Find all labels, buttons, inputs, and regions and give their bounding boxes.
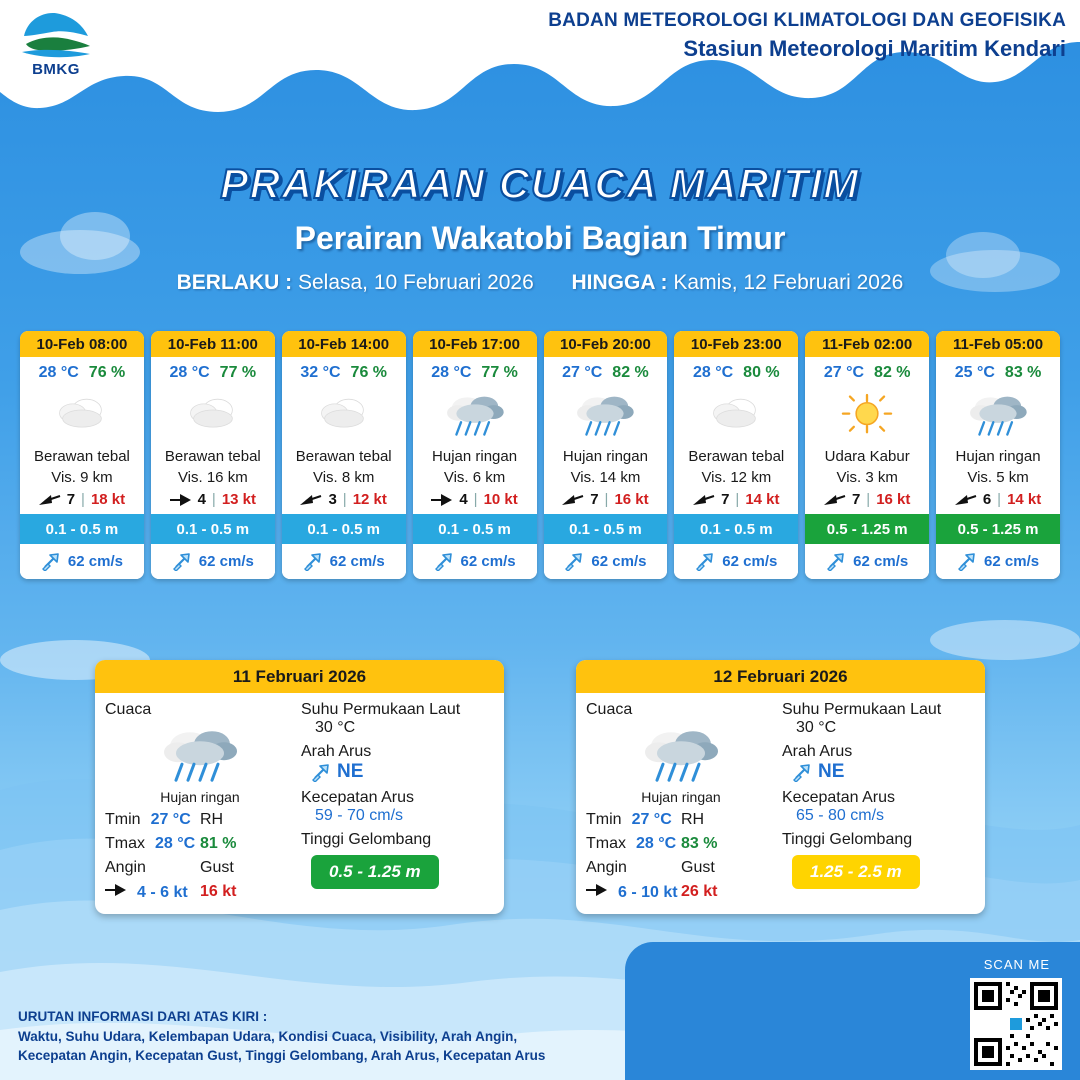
gust-label: Gust: [681, 859, 715, 876]
current-direction-label: Arah Arus: [301, 743, 372, 760]
current-speed-value: 59 - 70 cm/s: [315, 807, 404, 824]
hourly-wind-speed: 18 kt: [90, 491, 126, 508]
arrow-ne-icon: [695, 551, 715, 571]
cloudy-icon: [182, 393, 244, 436]
page-subtitle: Perairan Wakatobi Bagian Timur: [294, 220, 786, 256]
hourly-weather-icon: [20, 384, 144, 446]
hourly-card: [544, 331, 668, 579]
hourly-wind-direction: 7: [851, 491, 861, 508]
hourly-wind-direction: 7: [66, 491, 76, 508]
daily-weather-icon: [105, 721, 295, 789]
arrow-sw-icon: [693, 493, 715, 507]
hourly-wind: [805, 488, 929, 514]
wave-height-value: 0.5 - 1.25 m: [311, 855, 439, 889]
hourly-card: [20, 331, 144, 579]
gust-label: Gust: [200, 859, 234, 876]
hourly-condition: Berawan tebal: [33, 448, 130, 465]
hourly-visibility: Vis. 12 km: [701, 469, 772, 486]
legend-line-3: Kecepatan Angin, Kecepatan Gust, Tinggi Gelombang, Arah Arus, Kecepatan Arus: [18, 1048, 546, 1064]
tmax-label: Tmax: [586, 835, 626, 852]
current-direction-value: NE: [337, 761, 364, 782]
hourly-current-speed: 62 cm/s: [591, 552, 647, 570]
rh-label: RH: [200, 811, 224, 828]
current-direction-value: NE: [818, 761, 845, 782]
hourly-visibility: Vis. 3 km: [836, 469, 898, 486]
hourly-wind-speed: 16 kt: [614, 491, 649, 508]
valid-value: Selasa, 10 Februari 2026: [297, 271, 534, 294]
hourly-current: [936, 544, 1060, 579]
cloudy-icon: [313, 393, 375, 436]
hourly-current-speed: 62 cm/s: [67, 552, 123, 570]
rain-icon: [641, 724, 721, 786]
hourly-wind-direction: 6: [982, 491, 992, 508]
hourly-current: [413, 544, 537, 579]
hourly-wave-height: 0.1 - 0.5 m: [20, 514, 144, 544]
hourly-wind-direction: 4: [197, 491, 206, 508]
hourly-weather-icon: [544, 384, 668, 446]
hourly-weather-icon: [674, 384, 798, 446]
hourly-condition: Berawan tebal: [688, 448, 785, 465]
arrow-ne-icon: [434, 551, 454, 571]
daily-left-column: [105, 701, 295, 902]
hourly-weather-icon: [413, 384, 537, 446]
hourly-temperature: 28 °C: [431, 364, 472, 381]
hourly-humidity: 76 %: [88, 364, 126, 381]
hourly-condition: Hujan ringan: [432, 448, 518, 465]
hourly-wave-height: 0.1 - 0.5 m: [413, 514, 537, 544]
hourly-temperature: 28 °C: [692, 364, 734, 381]
hourly-current-speed: 62 cm/s: [722, 552, 778, 570]
arrow-ne-icon: [957, 551, 977, 571]
hourly-wave-height: 0.5 - 1.25 m: [805, 514, 929, 544]
daily-rh-row: [200, 811, 295, 829]
bmkg-logo-icon: [18, 6, 94, 60]
tmax-label: Tmax: [105, 835, 145, 852]
footer-legend: [18, 1007, 545, 1066]
arrow-sw-icon: [562, 493, 584, 507]
cloud-decoration: [930, 620, 1080, 660]
hourly-temperature: 32 °C: [300, 364, 341, 381]
daily-wind-row: [586, 883, 681, 902]
hourly-temperature: 28 °C: [38, 364, 79, 381]
hourly-temp-rh: [936, 357, 1060, 384]
hourly-time: 11-Feb 02:00: [805, 331, 929, 357]
wave-height-label: Tinggi Gelombang: [301, 831, 432, 848]
wind-separator: |: [735, 491, 740, 508]
hourly-wind-speed: 16 kt: [876, 491, 911, 508]
rain-icon: [574, 391, 636, 439]
hourly-wind-speed: 12 kt: [352, 491, 387, 508]
hourly-temperature: 27 °C: [562, 364, 603, 381]
arrow-ne-icon: [564, 551, 584, 571]
daily-gust-row: [200, 883, 295, 901]
tmax-value: 28 °C: [155, 835, 196, 852]
hourly-time: 10-Feb 14:00: [282, 331, 406, 357]
hourly-wind-direction: 7: [721, 491, 730, 508]
wind-value: 4 - 6 kt: [137, 884, 188, 901]
daily-weather-icon: [586, 721, 776, 789]
rh-value: 81 %: [200, 835, 237, 852]
hourly-time: 10-Feb 23:00: [674, 331, 798, 357]
rain-icon: [967, 391, 1029, 439]
until-label: HINGGA :: [571, 271, 668, 294]
hourly-temperature: 28 °C: [169, 364, 210, 381]
station-name: Stasiun Meteorologi Maritim Kendari: [683, 36, 1066, 61]
tmax-value: 28 °C: [636, 835, 677, 852]
hourly-time: 10-Feb 17:00: [413, 331, 537, 357]
hourly-temp-rh: [20, 357, 144, 384]
qr-code[interactable]: [970, 978, 1062, 1070]
current-speed-label: Kecepatan Arus: [782, 789, 895, 806]
rain-icon: [444, 391, 506, 439]
gust-value: 26 kt: [681, 883, 718, 900]
hourly-humidity: 77 %: [481, 364, 518, 381]
hourly-current: [151, 544, 275, 579]
hourly-wave-height: 0.1 - 0.5 m: [151, 514, 275, 544]
hourly-wind: [674, 488, 798, 514]
hourly-time: 10-Feb 20:00: [544, 331, 668, 357]
hourly-condition: Hujan ringan: [955, 448, 1041, 465]
gust-value: 16 kt: [200, 883, 237, 900]
daily-rh-row: [681, 811, 776, 829]
hourly-wind: [151, 488, 275, 514]
hourly-card: [413, 331, 537, 579]
hourly-wind-speed: 13 kt: [221, 491, 257, 508]
header-text-block: [548, 10, 1066, 62]
wind-separator: |: [604, 491, 609, 508]
hourly-weather-icon: [936, 384, 1060, 446]
hourly-card: [151, 331, 275, 579]
current-speed-label: Kecepatan Arus: [301, 789, 414, 806]
page-title: PRAKIRAAN CUACA MARITIM: [220, 160, 860, 207]
arrow-ne-icon: [792, 762, 812, 782]
daily-condition: Hujan ringan: [160, 789, 240, 805]
hourly-card: [936, 331, 1060, 579]
daily-forecast-row: [95, 660, 985, 914]
until-value: Kamis, 12 Februari 2026: [673, 271, 904, 294]
hourly-condition: Berawan tebal: [164, 448, 261, 465]
arrow-ne-icon: [311, 762, 331, 782]
haze-sun-icon: [836, 391, 898, 439]
sst-label: Suhu Permukaan Laut: [782, 701, 942, 718]
hourly-temp-rh: [151, 357, 275, 384]
daily-rh-value-row: [681, 835, 776, 853]
daily-tmax-row: [586, 835, 681, 853]
arrow-ne-icon: [303, 551, 323, 571]
sst-value: 30 °C: [315, 719, 356, 736]
sst-value: 30 °C: [796, 719, 837, 736]
rain-icon: [160, 724, 240, 786]
hourly-wind-speed: 14 kt: [1007, 491, 1042, 508]
hourly-wave-height: 0.1 - 0.5 m: [674, 514, 798, 544]
hourly-condition: Berawan tebal: [295, 448, 392, 465]
daily-tmin-row: [586, 811, 681, 829]
hourly-card: [805, 331, 929, 579]
current-speed-value: 65 - 80 cm/s: [796, 807, 885, 824]
sst-label: Suhu Permukaan Laut: [301, 701, 461, 718]
agency-name: BADAN METEOROLOGI KLIMATOLOGI DAN GEOFISIKA: [548, 10, 1066, 31]
daily-right-column: [776, 701, 975, 902]
validity-row: [0, 271, 1080, 295]
hourly-current-speed: 62 cm/s: [329, 552, 385, 570]
hourly-current: [674, 544, 798, 579]
hourly-wave-height: 0.5 - 1.25 m: [936, 514, 1060, 544]
qr-code-image: [974, 982, 1058, 1066]
hourly-temp-rh: [413, 357, 537, 384]
arrow-sw-icon: [955, 493, 977, 507]
daily-panel: [576, 660, 985, 914]
arrow-ne-icon: [41, 551, 61, 571]
hourly-card: [674, 331, 798, 579]
hourly-visibility: Vis. 5 km: [967, 469, 1029, 486]
hourly-wind: [282, 488, 406, 514]
hourly-current: [282, 544, 406, 579]
hourly-temperature: 27 °C: [823, 364, 865, 381]
hourly-wind-speed: 14 kt: [745, 491, 780, 508]
arrow-e-icon: [586, 883, 608, 897]
title-block: [0, 160, 1080, 295]
wind-separator: |: [866, 491, 871, 508]
wind-separator: |: [342, 491, 347, 508]
hourly-current: [544, 544, 668, 579]
wind-separator: |: [997, 491, 1002, 508]
daily-tmax-row: [105, 835, 200, 853]
hourly-wave-height: 0.1 - 0.5 m: [544, 514, 668, 544]
hourly-wind: [20, 488, 144, 514]
daily-weather-label: Cuaca: [586, 701, 633, 718]
hourly-temperature: 25 °C: [954, 364, 995, 381]
hourly-time: 11-Feb 05:00: [936, 331, 1060, 357]
daily-left-column: [586, 701, 776, 902]
arrow-e-icon: [105, 883, 127, 897]
hourly-wind: [936, 488, 1060, 514]
daily-right-column: [295, 701, 494, 902]
hourly-visibility: Vis. 6 km: [443, 469, 506, 486]
hourly-visibility: Vis. 16 km: [177, 469, 248, 486]
hourly-temp-rh: [282, 357, 406, 384]
hourly-current-speed: 62 cm/s: [460, 552, 516, 570]
daily-wind-row: [105, 883, 200, 902]
hourly-wind-direction: 4: [459, 491, 468, 508]
daily-condition: Hujan ringan: [641, 789, 721, 805]
wind-separator: |: [81, 491, 85, 508]
tmin-label: Tmin: [105, 811, 141, 828]
hourly-temp-rh: [805, 357, 929, 384]
tmin-value: 27 °C: [150, 811, 191, 828]
daily-weather-label: Cuaca: [105, 701, 152, 718]
current-direction-row: [792, 761, 975, 783]
daily-date: 12 Februari 2026: [576, 660, 985, 693]
current-direction-label: Arah Arus: [782, 743, 853, 760]
arrow-sw-icon: [39, 493, 61, 507]
wind-label: Angin: [586, 859, 627, 876]
hourly-current-speed: 62 cm/s: [984, 552, 1040, 570]
legend-line-1: URUTAN INFORMASI DARI ATAS KIRI :: [18, 1009, 268, 1025]
arrow-ne-icon: [826, 551, 846, 571]
cloudy-icon: [51, 393, 113, 436]
hourly-wind-speed: 10 kt: [483, 491, 518, 508]
hourly-card: [282, 331, 406, 579]
hourly-weather-icon: [805, 384, 929, 446]
daily-rh-value-row: [200, 835, 295, 853]
hourly-visibility: Vis. 14 km: [570, 469, 641, 486]
daily-date: 11 Februari 2026: [95, 660, 504, 693]
wave-height-value: 1.25 - 2.5 m: [792, 855, 920, 889]
wind-separator: |: [211, 491, 216, 508]
arrow-sw-icon: [300, 493, 322, 507]
hourly-temp-rh: [674, 357, 798, 384]
hourly-humidity: 76 %: [350, 364, 388, 381]
wave-height-label: Tinggi Gelombang: [782, 831, 913, 848]
arrow-sw-icon: [824, 493, 846, 507]
hourly-visibility: Vis. 9 km: [51, 469, 113, 486]
wind-value: 6 - 10 kt: [618, 884, 678, 901]
bmkg-logo-text: BMKG: [32, 61, 80, 78]
arrow-e-icon: [170, 493, 192, 507]
daily-gust-row: [681, 883, 776, 901]
wind-separator: |: [473, 491, 478, 508]
legend-line-2: Waktu, Suhu Udara, Kelembapan Udara, Kondisi Cuaca, Visibility, Arah Angin,: [18, 1028, 518, 1044]
hourly-current-speed: 62 cm/s: [198, 552, 254, 570]
hourly-temp-rh: [544, 357, 668, 384]
tmin-label: Tmin: [586, 811, 622, 828]
valid-label: BERLAKU :: [176, 271, 293, 294]
arrow-e-icon: [431, 493, 453, 507]
daily-panel: [95, 660, 504, 914]
hourly-humidity: 80 %: [743, 364, 780, 381]
hourly-current-speed: 62 cm/s: [853, 552, 909, 570]
arrow-ne-icon: [172, 551, 192, 571]
hourly-humidity: 82 %: [874, 364, 911, 381]
hourly-condition: Udara Kabur: [824, 448, 910, 465]
hourly-humidity: 77 %: [219, 364, 257, 381]
rh-value: 83 %: [681, 835, 718, 852]
tmin-value: 27 °C: [631, 811, 672, 828]
hourly-humidity: 83 %: [1004, 364, 1042, 381]
rh-label: RH: [681, 811, 705, 828]
hourly-forecast-row: [20, 331, 1060, 579]
hourly-time: 10-Feb 08:00: [20, 331, 144, 357]
hourly-time: 10-Feb 11:00: [151, 331, 275, 357]
hourly-current: [805, 544, 929, 579]
hourly-weather-icon: [282, 384, 406, 446]
hourly-weather-icon: [151, 384, 275, 446]
hourly-wave-height: 0.1 - 0.5 m: [282, 514, 406, 544]
hourly-current: [20, 544, 144, 579]
page-header: [0, 0, 1080, 92]
hourly-wind: [413, 488, 537, 514]
current-direction-row: [311, 761, 494, 783]
hourly-humidity: 82 %: [612, 364, 649, 381]
hourly-condition: Hujan ringan: [562, 448, 648, 465]
hourly-wind: [544, 488, 668, 514]
hourly-visibility: Vis. 8 km: [312, 469, 375, 486]
scan-me-label: SCAN ME: [983, 957, 1050, 972]
cloudy-icon: [705, 393, 767, 436]
daily-tmin-row: [105, 811, 200, 829]
hourly-wind-direction: 3: [328, 491, 337, 508]
hourly-wind-direction: 7: [590, 491, 599, 508]
bmkg-logo: [10, 6, 102, 84]
wind-label: Angin: [105, 859, 146, 876]
